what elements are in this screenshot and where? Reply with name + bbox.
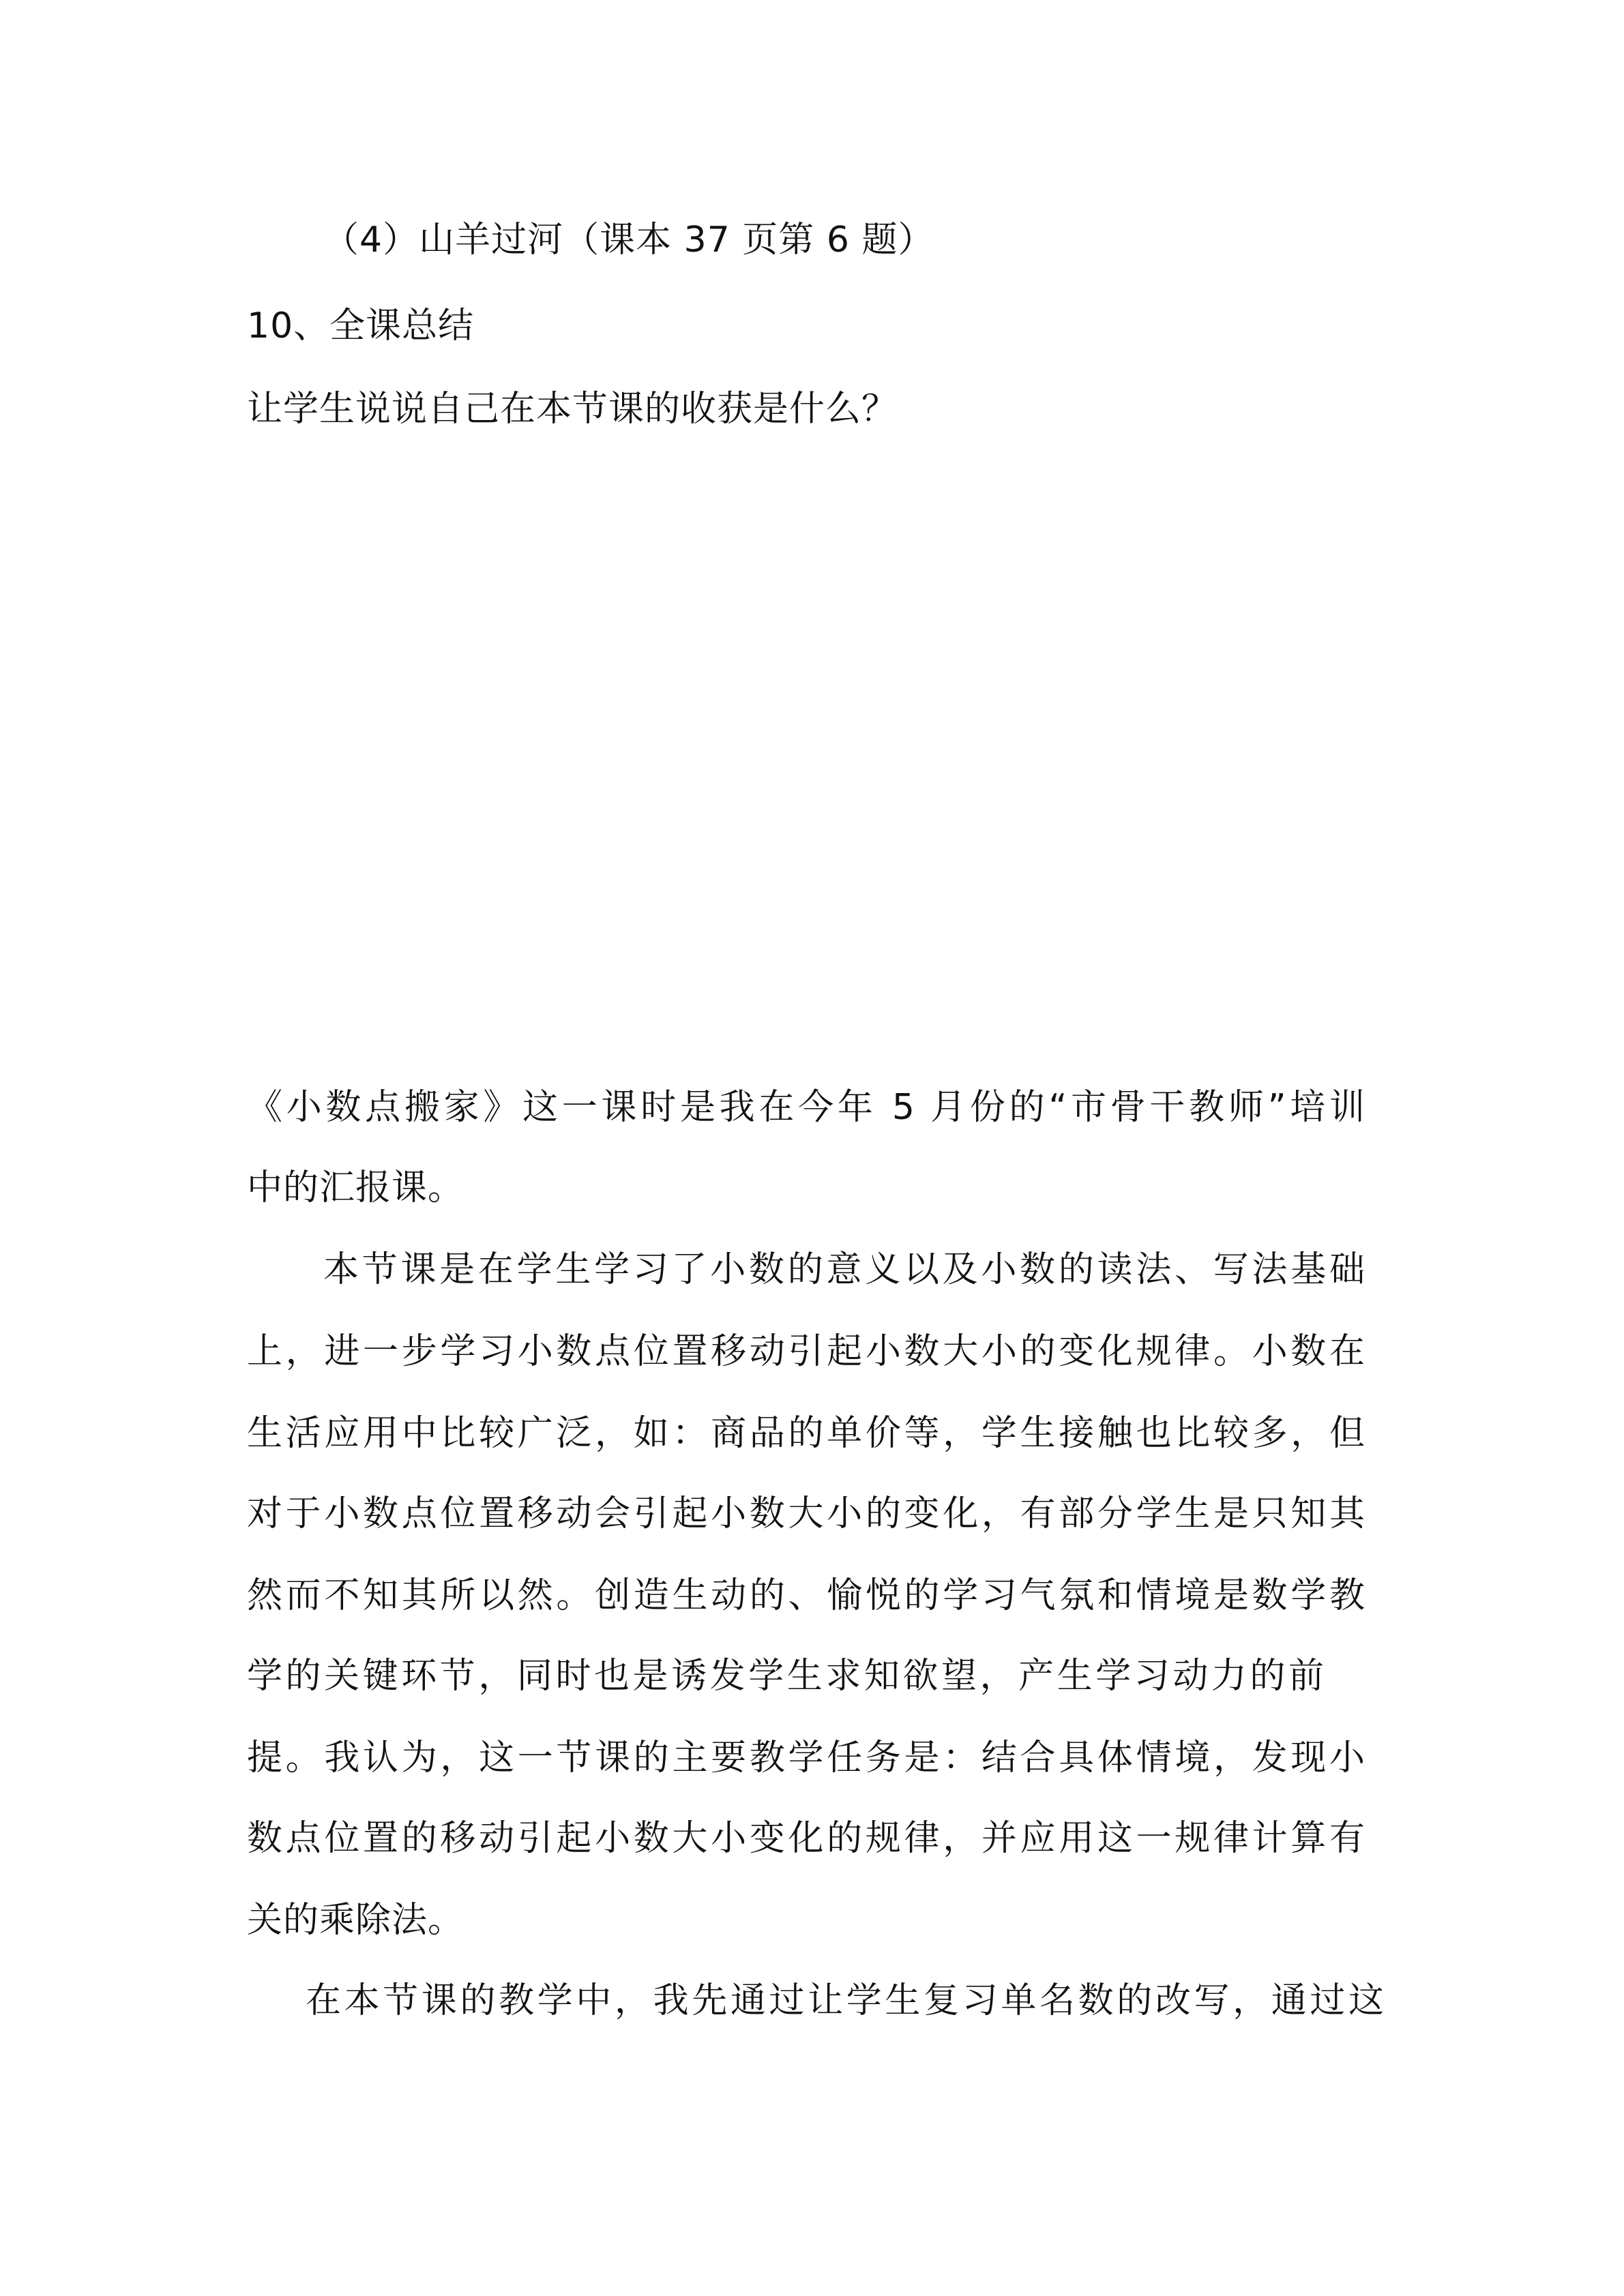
paragraph-2-line-4: 对于小数点位置移动会引起小数大小的变化，有部分学生是只知其 bbox=[247, 1493, 1365, 1534]
paragraph-2-line-3: 生活应用中比较广泛，如：商品的单价等，学生接触也比较多，但 bbox=[247, 1413, 1365, 1454]
paragraph-2-line-8: 数点位置的移动引起小数大小变化的规律，并应用这一规律计算有 bbox=[247, 1818, 1365, 1859]
paragraph-3-line-1: 在本节课的教学中，我先通过让学生复习单名数的改写，通过这 bbox=[306, 1980, 1385, 2021]
paragraph-2-line-7: 提。我认为，这一节课的主要教学任务是：结合具体情境，发现小 bbox=[247, 1738, 1365, 1778]
paragraph-2-line-1: 本节课是在学生学习了小数的意义以及小数的读法、写法基础 bbox=[323, 1249, 1365, 1290]
paragraph-1-line-2: 中的汇报课。 bbox=[247, 1167, 464, 1208]
list-item-4: （4）山羊过河（课本 37 页第 6 题） bbox=[323, 220, 934, 260]
section-heading-10: 10、全课总结 bbox=[247, 305, 475, 346]
paragraph-2-line-5: 然而不知其所以然。创造生动的、愉悦的学习气氛和情境是数学教 bbox=[247, 1575, 1365, 1616]
paragraph-2-line-2: 上，进一步学习小数点位置移动引起小数大小的变化规律。小数在 bbox=[247, 1331, 1365, 1372]
paragraph-2-line-6: 学的关键环节，同时也是诱发学生求知欲望，产生学习动力的前 bbox=[247, 1656, 1325, 1697]
paragraph-1-line-1: 《小数点搬家》这一课时是我在今年 5 月份的“市骨干教师”培训 bbox=[247, 1087, 1365, 1128]
paragraph-2-line-9: 关的乘除法。 bbox=[247, 1900, 464, 1941]
summary-prompt: 让学生说说自己在本节课的收获是什么？ bbox=[247, 389, 898, 430]
